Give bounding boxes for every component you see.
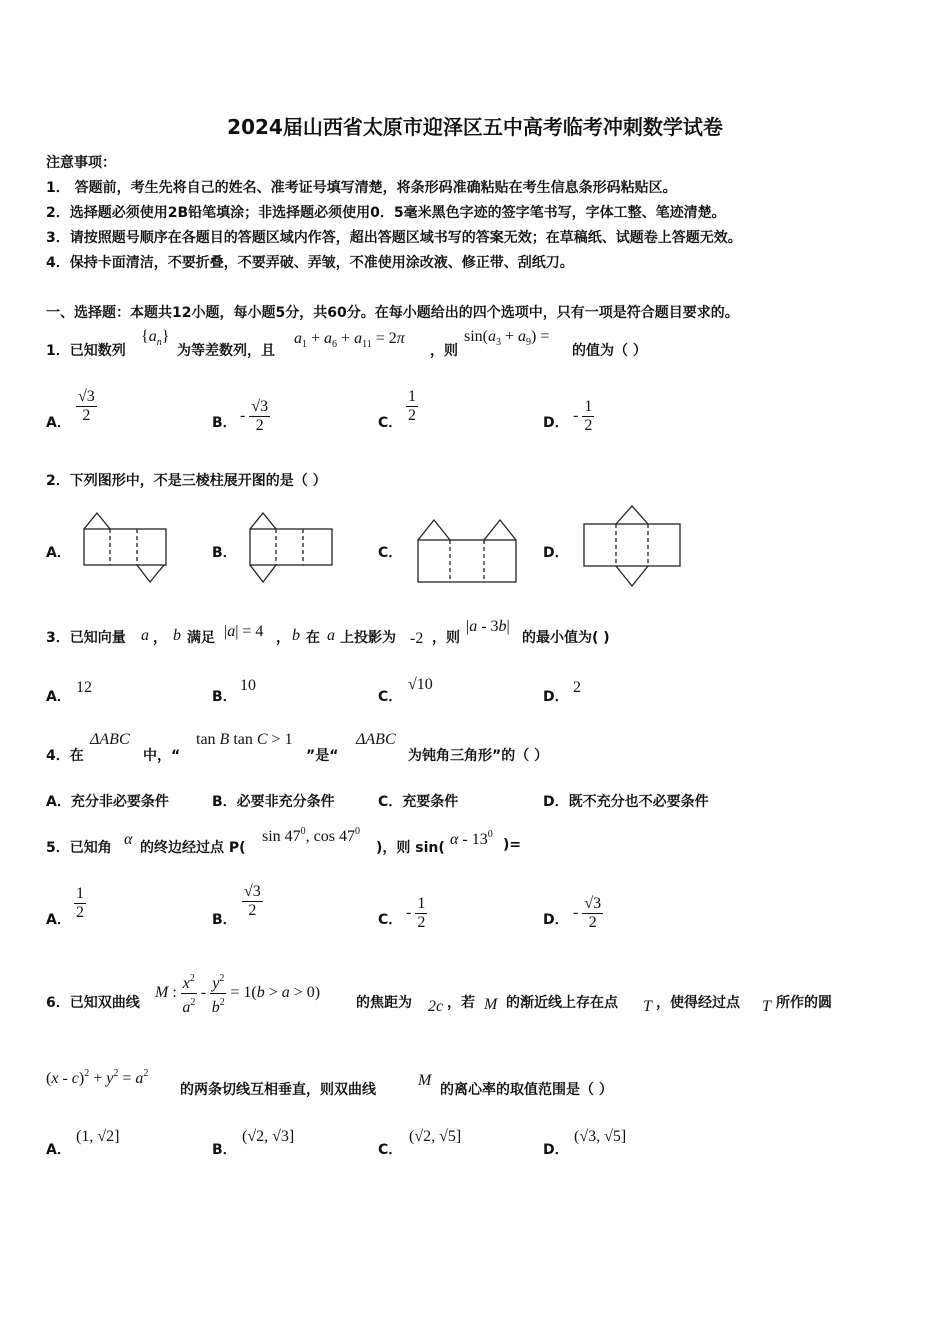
q3-vector-b: b	[173, 627, 181, 644]
q6-text: 6．已知双曲线	[46, 995, 140, 1011]
notice-item: 4．保持卡面清洁，不要折叠，不要弄破、弄皱，不准使用涂改液、修正带、刮纸刀。	[46, 255, 574, 271]
q4-condition: tan B tan C > 1	[196, 731, 293, 748]
q5-value-d: - $\frac{√3}{2}$	[573, 895, 602, 931]
q2-option-b[interactable]: B．	[212, 545, 237, 561]
q4-text: 4．在	[46, 748, 84, 764]
q3-projection: -2	[410, 630, 424, 647]
section-heading: 一、选择题：本题共12小题，每小题5分，共60分。在每小题给出的四个选项中，只有一项是符合题目要求的。	[46, 305, 739, 321]
q6-option-a[interactable]: A．	[46, 1142, 71, 1158]
q3-text: 上投影为	[340, 630, 396, 646]
q6-focal: 2c	[428, 998, 444, 1015]
q1-value-d: - $\frac{1}{2}$	[573, 398, 593, 434]
q6-value-d: (√3, √5]	[574, 1128, 627, 1145]
q5-value-a: $\frac{1}{2}$	[76, 885, 84, 921]
q2-option-a[interactable]: A．	[46, 545, 71, 561]
q4-option-a[interactable]: A．充分非必要条件	[46, 794, 169, 810]
q1-option-c[interactable]: C．	[378, 415, 403, 431]
q3-value-d: 2	[573, 679, 581, 696]
q2-figure-a	[80, 510, 170, 586]
q2-option-d[interactable]: D．	[543, 545, 569, 561]
q2-text: 2．下列图形中，不是三棱柱展开图的是（ ）	[46, 473, 327, 489]
q2-figure-b	[246, 510, 336, 586]
q3-option-d[interactable]: D．	[543, 689, 569, 705]
q1-value-c: $\frac{1}{2}$	[408, 388, 416, 424]
q5-value-c: - $\frac{1}{2}$	[406, 895, 426, 931]
q6-option-c[interactable]: C．	[378, 1142, 403, 1158]
q4-text: ”是“	[306, 748, 339, 764]
notice-item: 2．选择题必须使用2B铅笔填涂；非选择题必须使用0．5毫米黑色字迹的签字笔书写，字体工整、笔迹清楚。	[46, 205, 726, 221]
q3-value-b: 10	[240, 677, 256, 694]
q5-option-c[interactable]: C．	[378, 912, 403, 928]
q3-option-b[interactable]: B．	[212, 689, 237, 705]
q6-text: 的离心率的取值范围是（ ）	[440, 1082, 613, 1098]
q4-text: 为钝角三角形”的（ ）	[408, 748, 549, 764]
notice-heading: 注意事项：	[46, 155, 116, 171]
q3-vector-b2: b	[292, 627, 300, 644]
q4-option-c[interactable]: C．充要条件	[378, 794, 459, 810]
q3-vector-a2: a	[327, 627, 335, 644]
q4-option-b[interactable]: B．必要非充分条件	[212, 794, 335, 810]
q6-hyperbola: M : $\frac{x^2}{a^2}$ - $\frac{y^2}{b^2}$ = 1(b > a > 0)	[155, 970, 320, 1017]
q6-value-b: (√2, √3]	[242, 1128, 295, 1145]
q4-text: 中，“	[143, 748, 181, 764]
page-title: 2024届山西省太原市迎泽区五中高考临考冲刺数学试卷	[227, 115, 723, 139]
q5-value-b: $\frac{√3}{2}$	[244, 883, 261, 919]
q6-option-b[interactable]: B．	[212, 1142, 237, 1158]
q3-value-c: √10	[408, 676, 433, 693]
q5-text: )=	[503, 837, 522, 853]
q1-value-a: $\frac{√3}{2}$	[78, 388, 95, 424]
q6-value-a: (1, √2]	[76, 1128, 120, 1145]
q6-M2: M	[418, 1072, 432, 1089]
q6-text: 所作的圆	[776, 995, 832, 1011]
q3-expression: |a - 3b|	[466, 618, 510, 635]
q5-argument: α - $13^0$	[450, 829, 493, 848]
q6-value-c: (√2, √5]	[409, 1128, 462, 1145]
q6-M: M	[484, 996, 498, 1013]
q6-circle: $(x - c)^2 + y^2 = a^2$	[46, 1068, 149, 1087]
q3-text: ，	[276, 630, 290, 646]
q3-value-a: 12	[76, 679, 92, 696]
q1-expression: $\sin(a_3 + a_9)$ =	[464, 328, 550, 348]
notice-item: 3．请按照题号顺序在各题目的答题区域内作答，超出答题区域书写的答案无效；在草稿纸、试题卷上答题无效。	[46, 230, 742, 246]
q1-option-b[interactable]: B．	[212, 415, 237, 431]
q1-text: 为等差数列，且	[177, 343, 275, 359]
q5-option-b[interactable]: B．	[212, 912, 237, 928]
q4-option-d[interactable]: D．既不充分也不必要条件	[543, 794, 709, 810]
q6-T: T	[643, 998, 652, 1015]
q5-option-a[interactable]: A．	[46, 912, 71, 928]
q6-text: 的渐近线上存在点	[506, 995, 618, 1011]
notice-item: 1． 答题前，考生先将自己的姓名、准考证号填写清楚，将条形码准确粘贴在考生信息条形码粘贴区。	[46, 180, 677, 196]
q3-norm: |a| = 4	[224, 623, 264, 640]
q1-sequence: $\{a_n\}$	[141, 328, 170, 348]
q6-text: ，若	[447, 995, 475, 1011]
q2-figure-c	[414, 514, 524, 586]
q3-text: 在	[306, 630, 320, 646]
q6-text: 的焦距为	[356, 995, 412, 1011]
q1-option-a[interactable]: A．	[46, 415, 71, 431]
q6-T2: T	[762, 998, 771, 1015]
q6-option-d[interactable]: D．	[543, 1142, 569, 1158]
q3-text: 的最小值为( )	[522, 630, 610, 646]
q3-option-a[interactable]: A．	[46, 689, 71, 705]
q6-text: 的两条切线互相垂直，则双曲线	[180, 1082, 376, 1098]
q5-point: $\sin 47^0$, $\cos 47^0$	[262, 826, 360, 845]
q1-text: 1．已知数列	[46, 343, 126, 359]
q1-value-b: - $\frac{√3}{2}$	[240, 398, 269, 434]
q4-triangle-2: ΔABC	[356, 731, 396, 748]
q3-text: ，	[153, 630, 167, 646]
q5-text: 的终边经过点 P(	[140, 840, 246, 856]
q3-option-c[interactable]: C．	[378, 689, 403, 705]
q3-vector-a: a	[141, 627, 149, 644]
q2-figure-d	[580, 504, 684, 590]
q1-option-d[interactable]: D．	[543, 415, 569, 431]
q3-text: 满足	[187, 630, 215, 646]
q6-text: ，使得经过点	[656, 995, 740, 1011]
q1-text: 的值为（ ）	[572, 343, 647, 359]
q4-triangle: ΔABC	[90, 731, 130, 748]
q1-text: ，则	[430, 343, 458, 359]
q5-text: 5．已知角	[46, 840, 112, 856]
q2-option-c[interactable]: C．	[378, 545, 403, 561]
q3-text: ，则	[432, 630, 460, 646]
q5-text: )，则 sin(	[376, 840, 445, 856]
q5-option-d[interactable]: D．	[543, 912, 569, 928]
q3-text: 3．已知向量	[46, 630, 126, 646]
q1-condition: $a_1 + a_6 + a_{11} = 2\pi$	[294, 330, 405, 350]
q5-alpha: α	[124, 831, 133, 848]
